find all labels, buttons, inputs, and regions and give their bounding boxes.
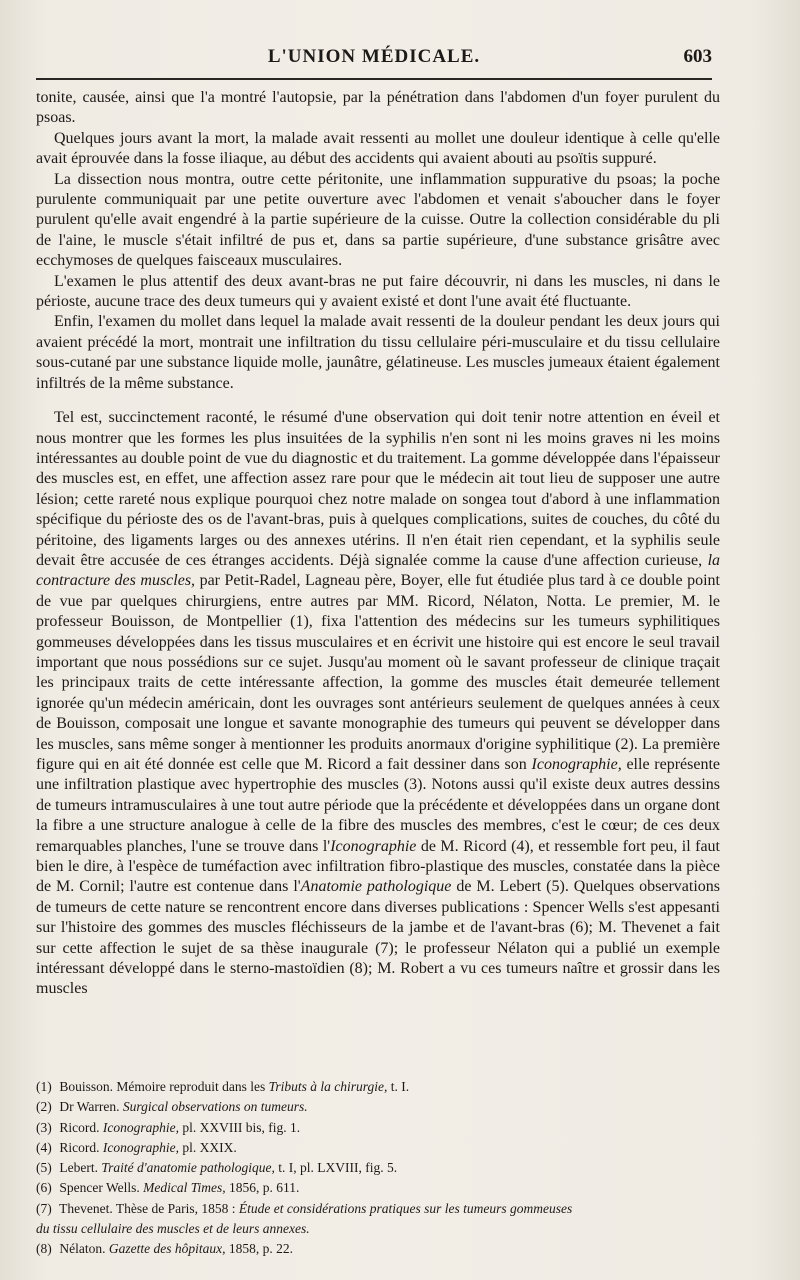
footnote: (1) Bouisson. Mémoire reproduit dans les Tributs à la chirurgie, t. I. bbox=[36, 1079, 410, 1094]
paragraph: Quelques jours avant la mort, la malade avait ressenti au mollet une douleur identique à celle qu'elle avait éprouvée dans la fosse iliaque, au début des accidents qui avaient abouti au psoïtis suppuré. bbox=[36, 129, 720, 168]
text-run: par Petit-Radel, Lagneau père, Boyer, elle fut étudiée plus tard à ce double point de vue par quelques chirurgiens, entre autres par MM. Ricord, Nélaton, Notta. Le premier, M. le professeur Bouisson, de Montpellier (1), fixa l'attention des médecins sur les tumeurs syphilitiques gommeuses développées dans les tissus musculaires et en écrivit une histoire qui est encore le seul travail important que nous possédions sur ce sujet. Jusqu'au moment où le savant professeur de clinique traçait les principaux traits de cette intéressante affection, la gomme des muscles était demeurée tellement ignorée qu'un médecin américain, dont les ouvrages sont antérieurs seulement de quelques années à ceux de Bouisson, composait une longue et savante monographie des tumeurs qui peuvent se développer dans les muscles, sans même songer à mentionner les produits anormaux d'origine syphilitique (2). La première figure qui en ait été donnée est celle que M. Ricord a fait dessiner dans son bbox=[36, 572, 721, 773]
italic-title: la contracture des muscles, bbox=[36, 551, 721, 590]
page-number: 603 bbox=[683, 46, 712, 67]
footnote: (3) Ricord. Iconographie, pl. XXVIII bis, fig. 1. bbox=[36, 1119, 301, 1135]
italic-title: Iconographie, bbox=[531, 756, 622, 773]
text-run: Tel est, succinctement raconté, le résumé d'une observation qui doit tenir notre attention en éveil et nous montrer que les formes les plus insuitées de la syphilis n'en sont ni les moins graves ni les moins intéressantes au double point de vue du diagnostic et du traitement. La gomme développée dans l'épaisseur des muscles est, en effet, une affection assez rare pour que le médecin ait tout lieu de supposer une autre lésion; cette rareté nous explique pourquoi chez notre malade on songea tout d'abord à une inflammation spécifique du périoste des os de l'avant-bras, puis à quelques complications, suites de couches, du côté du péritoine, des ligaments larges ou des annexes utérins. Il n'en était rien cependant, et la syphilis seule devait être accusée de ces étranges accidents. Déjà signalée comme la cause d'une affection curieuse, bbox=[36, 409, 720, 569]
footnote: (5) Lebert. Traité d'anatomie pathologique, t. I, pl. LXVIII, fig. 5. bbox=[36, 1160, 398, 1176]
text-run: elle représente une infiltration plastique avec hypertrophie des muscles (3). Notons aussi qu'il existe deux autres dessins de tumeurs intramusculaires à une tout autre période que la précédente et développées dans un organe dont la fibre a une structure analogue à celle de la fibre des muscles des membres, c'est le cœur; de ces deux remarquables planches, l'une se trouve dans l' bbox=[36, 756, 721, 855]
footnote-continuation: du tissu cellulaire des muscles et de leurs annexes. bbox=[36, 1221, 310, 1237]
footnote: (6) Spencer Wells. Medical Times, 1856, p. 611. bbox=[36, 1180, 300, 1196]
text-run: de M. Ricord (4), et ressemble fort peu, il faut bien le dire, à l'espèce de tuméfaction avec infiltration fibro-plastique des muscles, constatée dans la pièce de M. Cornil; l'autre est contenue dans l' bbox=[36, 837, 720, 896]
running-title: L'UNION MÉDICALE. bbox=[267, 46, 481, 67]
header-rule bbox=[36, 78, 712, 80]
text-run: de M. Lebert (5). Quelques observations de tumeurs de cette nature se rencontrent encore dans diverses publications : Spencer Wells s'est appesanti sur l'histoire des gommes des muscles fléchisseurs de la jambe et de l'avant-bras (6); M. Thevenet a fait sur cette affection le sujet de sa thèse inaugurale (7); le professeur Nélaton qui a publié un exemple intéressant développé dans le sterno-mastoïdien (8); M. Robert a vu ces tumeurs naître et grossir dans les muscles bbox=[36, 878, 721, 998]
footnote: (4) Ricord. Iconographie, pl. XXIX. bbox=[36, 1139, 237, 1155]
body-text bbox=[36, 88, 720, 1000]
footnote: (8) Nélaton. Gazette des hôpitaux, 1858, p. 22. bbox=[36, 1241, 293, 1257]
italic-title: Anatomie pathologique bbox=[300, 878, 452, 896]
page-header bbox=[36, 44, 712, 74]
paragraph-main bbox=[36, 408, 720, 1000]
footnote: (7) Thevenet. Thèse de Paris, 1858 : Étude et considérations pratiques sur les tumeurs gommeuses bbox=[36, 1200, 573, 1216]
paragraph: Enfin, l'examen du mollet dans lequel la malade avait ressenti de la douleur pendant les deux jours qui avaient précédé la mort, montrait une infiltration du tissu cellulaire péri-musculaire et du tissu cellulaire sous-cutané par une substance liquide molle, jaunâtre, gélatineuse. Les muscles jumeaux étaient également infiltrés de la même substance. bbox=[36, 313, 720, 392]
footnote: (2) Dr Warren. Surgical observations on tumeurs. bbox=[36, 1099, 308, 1115]
footnotes bbox=[36, 1077, 720, 1260]
paragraph: tonite, causée, ainsi que l'a montré l'autopsie, par la pénétration dans l'abdomen d'un foyer purulent du psoas. bbox=[36, 89, 720, 127]
paragraph: La dissection nous montra, outre cette péritonite, une inflammation suppurative du psoas; la poche purulente communiquait par une petite ouverture avec l'abdomen et venait s'aboucher dans le foyer purulent qu'elle avait engendré à la partie supérieure de la cuisse. Outre la collection considérable du pli de l'aine, le muscle s'était infiltré de pus et, dans sa partie supérieure, d'une substance grisâtre avec ecchymoses de quelques faisceaux musculaires. bbox=[36, 170, 720, 270]
section-gap bbox=[36, 394, 720, 408]
italic-title: Iconographie bbox=[330, 837, 417, 855]
paragraph: L'examen le plus attentif des deux avant-bras ne put faire découvrir, ni dans les muscles, ni dans le périoste, aucune trace des deux tumeurs qui y avaient existé et dont l'une avait été fluctuante. bbox=[36, 272, 720, 311]
